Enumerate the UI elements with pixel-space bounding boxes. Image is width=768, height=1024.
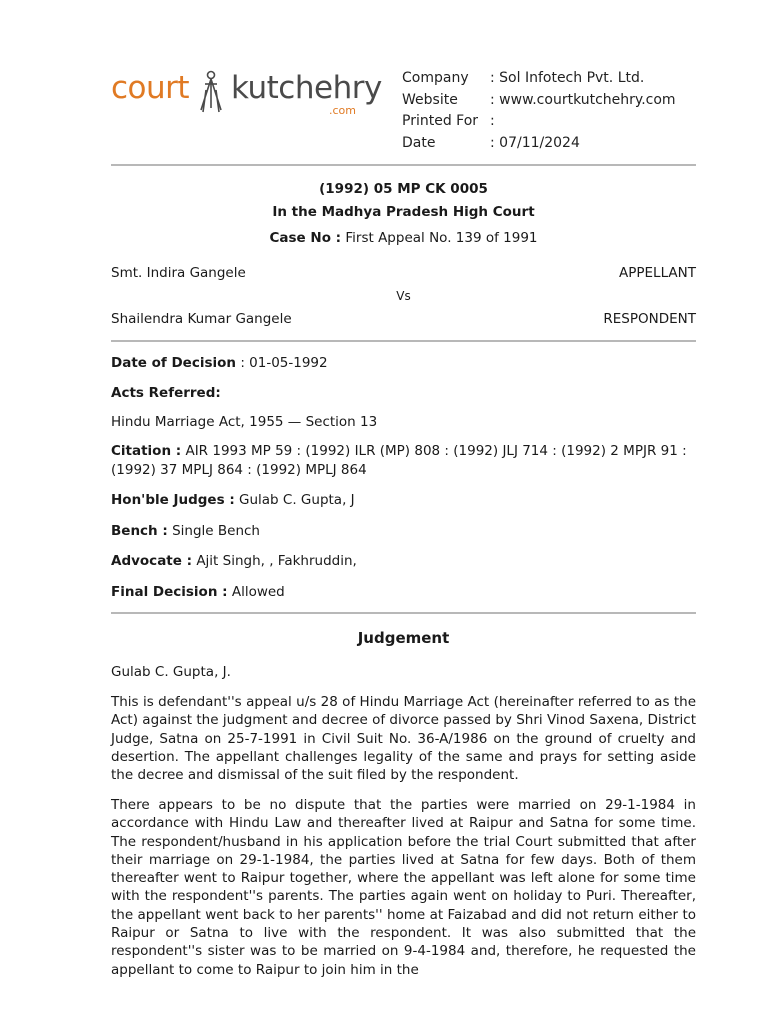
meta-date-value: : 07/11/2024	[490, 134, 580, 151]
judgement-author: Gulab C. Gupta, J.	[111, 664, 231, 680]
bench	[111, 522, 696, 541]
meta-website-label: Website	[402, 91, 458, 108]
case-no-label: Case No :	[269, 230, 342, 246]
citation-label: Citation :	[111, 443, 182, 459]
judgement-title: Judgement	[357, 629, 450, 647]
advocate	[111, 552, 696, 571]
decision-date-label: Date of Decision	[111, 355, 237, 371]
respondent-role: RESPONDENT	[603, 311, 696, 327]
court-name: In the Madhya Pradesh High Court	[272, 204, 535, 220]
meta-date	[402, 133, 676, 155]
respondent-row	[111, 311, 696, 327]
advocate-label: Advocate :	[111, 553, 193, 569]
final-decision-value: Allowed	[231, 584, 285, 600]
bench-label: Bench :	[111, 523, 168, 539]
decision-date-value: : 01-05-1992	[240, 355, 328, 371]
meta-company	[402, 68, 676, 90]
meta-printed-for	[402, 111, 676, 133]
meta-company-value: : Sol Infotech Pvt. Ltd.	[490, 70, 645, 86]
meta-printed-label: Printed For	[402, 113, 479, 129]
case-citation-head: (1992) 05 MP CK 0005	[319, 181, 488, 197]
acts-label: Acts Referred:	[111, 385, 221, 401]
print-meta	[402, 68, 676, 154]
appellant-role: APPELLANT	[619, 265, 696, 281]
final-decision	[111, 583, 696, 602]
advocate-value: Ajit Singh, , Fakhruddin,	[196, 553, 357, 569]
citation-value: AIR 1993 MP 59 : (1992) ILR (MP) 808 : (1992) JLJ 714 : (1992) 2 MPJR 91 : (1992) 37 MPLJ 864 : (1992) MPLJ 864	[111, 443, 687, 478]
case-number	[111, 230, 696, 246]
divider	[111, 340, 696, 342]
acts-referred: Hindu Marriage Act, 1955 — Section 13	[111, 414, 378, 430]
meta-date-label: Date	[402, 134, 436, 151]
divider	[111, 164, 696, 166]
bench-value: Single Bench	[172, 523, 260, 539]
meta-website-value: : www.courtkutchehry.com	[490, 91, 676, 108]
appellant-name: Smt. Indira Gangele	[111, 265, 246, 281]
meta-company-label: Company	[402, 70, 469, 86]
judgement-paragraph: This is defendant''s appeal u/s 28 of Hindu Marriage Act (hereinafter referred to as the Act) against the judgment and decree of divorce passed by Shri Vinod Saxena, District Judge, Satna on 25-7-1991 in Civil Suit No. 36-A/1986 on the ground of cruelty and desertion. The appellant challenges legality of the same and prays for setting aside the decree and dismissal of the suit filed by the respondent.	[111, 694, 696, 784]
final-decision-label: Final Decision :	[111, 584, 228, 600]
respondent-name: Shailendra Kumar Gangele	[111, 311, 292, 327]
judgement-paragraph: There appears to be no dispute that the parties were married on 29-1-1984 in accordance with Hindu Law and thereafter lived at Raipur and Satna for some time. The respondent/husband in his application before the trial Court submitted that after their marriage on 29-1-1984, the parties lived at Satna for few days. Both of them thereafter went to Raipur together, where the appellant was left alone for some time with the respondent''s parents. The parties again went on holiday to Puri. Thereafter, the appellant went back to her parents'' home at Faizabad and did not return either to Raipur or Satna to live with the respondent. It was also submitted that the respondent''s sister was to be married on 9-4-1984 and, therefore, he requested the appellant to come to Raipur to join him in the	[111, 797, 696, 978]
judges-label: Hon'ble Judges :	[111, 492, 235, 508]
decision-date	[111, 354, 696, 373]
meta-website	[402, 90, 676, 112]
appellant-row	[111, 265, 696, 281]
judges-value: Gulab C. Gupta, J	[239, 492, 355, 508]
versus: Vs	[396, 289, 411, 303]
lawyer-gown-icon	[193, 70, 229, 114]
courtkutchehry-logo	[111, 70, 381, 120]
logo-dotcom-text: .com	[329, 104, 356, 117]
meta-printed-value: :	[490, 113, 495, 129]
logo-court-text: court	[111, 70, 190, 106]
citation	[111, 442, 696, 480]
header	[111, 68, 696, 158]
logo-kutchehry-text: kutchehry	[231, 70, 382, 106]
judges	[111, 491, 696, 510]
divider	[111, 612, 696, 614]
case-no-value: First Appeal No. 139 of 1991	[345, 230, 538, 246]
